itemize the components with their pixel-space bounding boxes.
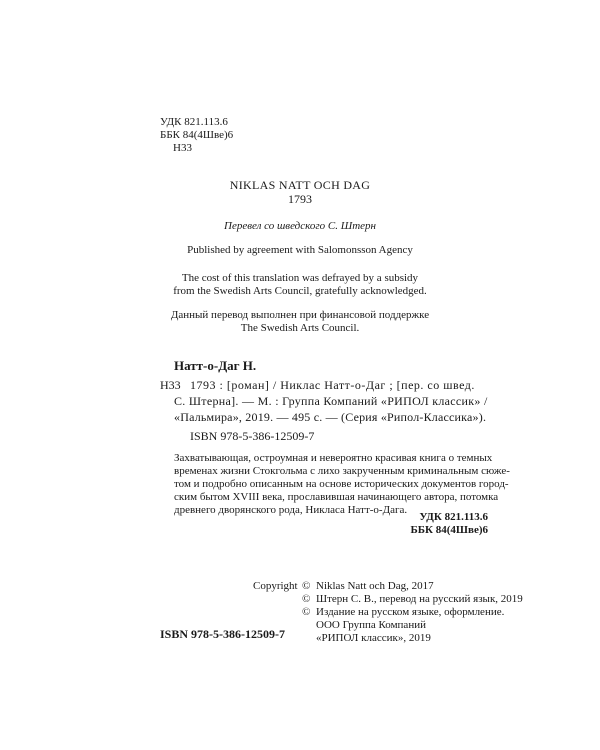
copyright-label: Copyright: [253, 580, 298, 592]
annotation-bbk: ББК 84(4Шве)6: [410, 524, 488, 536]
translator-note: Перевел со шведского С. Штерн: [224, 220, 376, 232]
bbk-code: ББК 84(4Шве)6: [160, 129, 234, 141]
copyright-extra-2: «РИПОЛ классик», 2019: [316, 632, 431, 644]
catalog-line-3: «Пальмира», 2019. — 495 с. — (Серия «Рипол-Классика»).: [174, 410, 487, 424]
subsidy-ru-line-1: Данный перевод выполнен при финансовой поддержке: [170, 309, 430, 321]
catalog-line-1: 1793 : [роман] / Никлас Натт-о-Даг ; [пер. со швед.: [190, 378, 475, 392]
footer-isbn: ISBN 978-5-386-12509-7: [160, 627, 285, 641]
subsidy-ru-line-2: The Swedish Arts Council.: [240, 322, 360, 334]
catalog-isbn: ISBN 978-5-386-12509-7: [190, 429, 315, 443]
copyright-symbol-1: ©: [302, 580, 311, 592]
annotation-line-3: том и подробно описанным на основе исторических документов город-: [174, 478, 509, 490]
catalog-line-2: С. Штерна]. — М. : Группа Компаний «РИПОЛ классик» /: [174, 394, 488, 408]
annotation-line-1: Захватывающая, остроумная и невероятно красивая книга о темных: [174, 452, 493, 464]
udk-code: УДК 821.113.6: [160, 116, 228, 128]
catalog-mark: Н33: [160, 378, 181, 392]
subsidy-en-line-2: from the Swedish Arts Council, gratefully acknowledged.: [173, 285, 427, 297]
copyright-symbol-3: ©: [302, 606, 311, 618]
annotation-line-4: ским бытом XVIII века, прославившая начинающего автора, потомка: [174, 491, 499, 503]
annotation-udk: УДК 821.113.6: [419, 511, 488, 523]
author-mark: Н33: [173, 142, 192, 154]
copyright-extra-1: ООО Группа Компаний: [316, 619, 426, 631]
subsidy-en-line-1: The cost of this translation was defrayed by a subsidy: [181, 272, 419, 284]
copyright-line-2: Штерн С. В., перевод на русский язык, 2019: [316, 593, 523, 605]
author-name: NIKLAS NATT OCH DAG: [229, 178, 371, 192]
copyright-line-1: Niklas Natt och Dag, 2017: [316, 580, 434, 592]
copyright-line-3: Издание на русском языке, оформление.: [316, 606, 505, 618]
agreement-note: Published by agreement with Salomonsson Agency: [187, 244, 413, 256]
copyright-symbol-2: ©: [302, 593, 311, 605]
annotation-line-5: древнего дворянского рода, Никласа Натт-о-Дага.: [174, 504, 408, 516]
annotation-line-2: временах жизни Стокгольма с лихо закрученным криминальным сюже-: [174, 465, 510, 477]
catalog-heading: Натт-о-Даг Н.: [174, 358, 257, 373]
book-title: 1793: [288, 192, 312, 206]
